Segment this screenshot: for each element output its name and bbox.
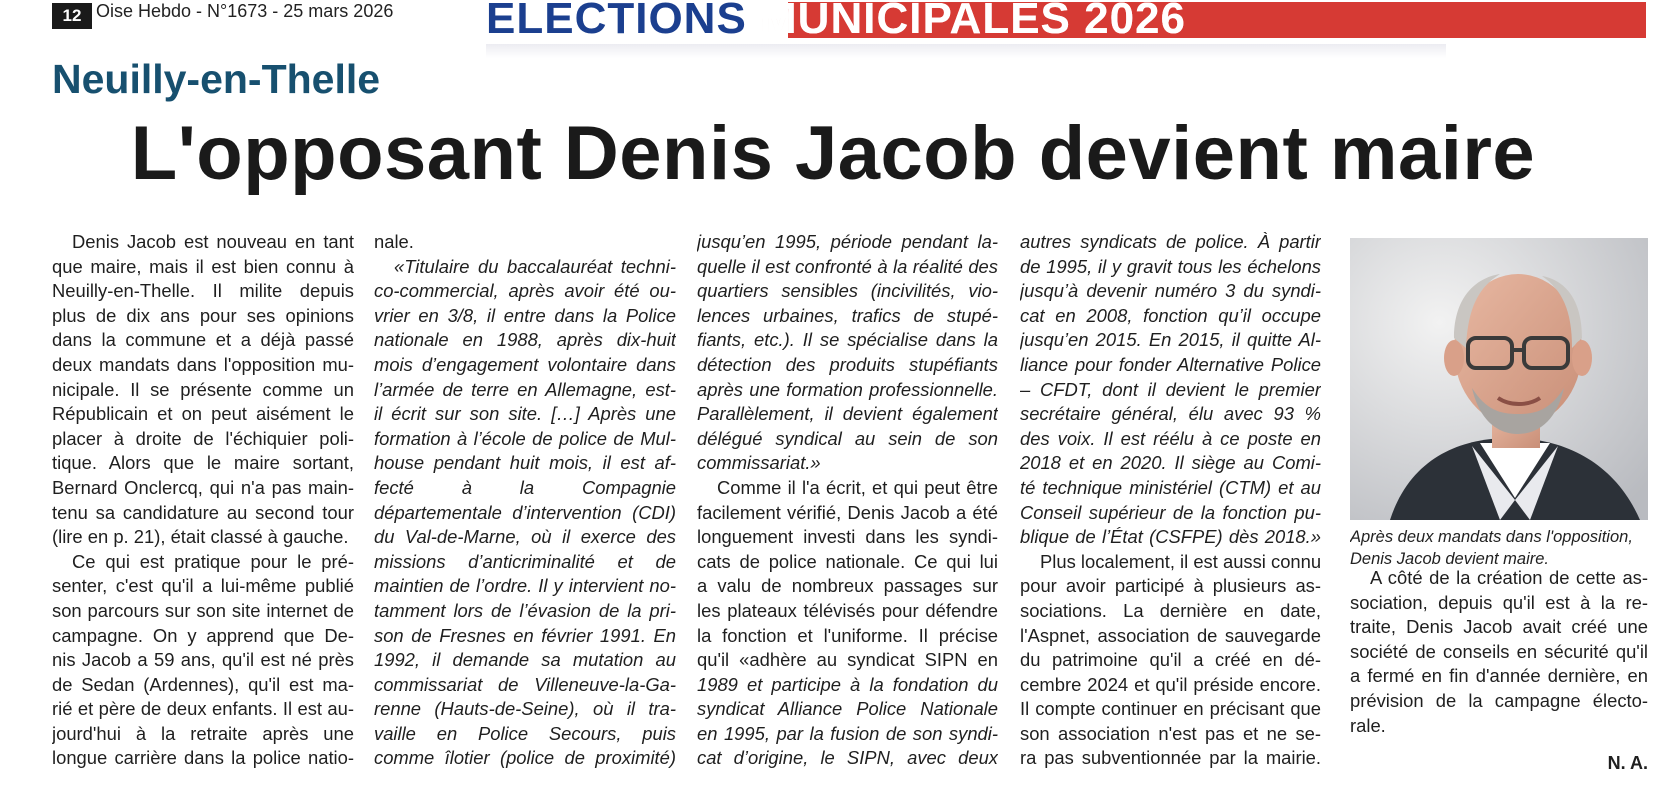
text-line: secrétaire général, élu avec 93 %	[1020, 403, 1321, 425]
text-line: cat d’origine, le SIPN, avec deux	[697, 747, 998, 769]
portrait-photo	[1350, 238, 1648, 520]
text-line: départementale d’intervention (CDI)	[374, 501, 676, 523]
portrait-illustration	[1350, 238, 1648, 520]
text-line: co-commercial, après avoir été ou-	[374, 280, 676, 302]
issue-line: Oise Hebdo - N°1673 - 25 mars 2026	[96, 1, 394, 21]
text-line: «Titulaire du baccalauréat techni-	[394, 255, 676, 277]
caption-line: Denis Jacob devient maire.	[1350, 550, 1550, 568]
text-line: 2018 et en 2020. Il siège au Comi-	[1020, 452, 1321, 474]
text-line: quartiers sensibles (incivilités, vio-	[697, 280, 998, 302]
text-line: la fonction et l'uniforme. Il précise	[697, 624, 998, 646]
text-line: détection des produits stupéfiants	[697, 353, 998, 375]
text-line: Ce qui est pratique pour le pré-	[72, 550, 354, 572]
text-line: plus de dix ans pour ses opinions	[52, 304, 354, 326]
article-column-2	[374, 230, 676, 771]
text-line: dans la commune et a déjà passé	[52, 329, 354, 351]
text-line: l'Aspnet, association de sauvegarde	[1020, 624, 1321, 646]
text-line: jusqu’en 2015. En 2015, il quitte Al-	[1020, 329, 1321, 351]
text-line: rié et père de deux enfants. Il est au-	[52, 698, 354, 720]
text-line: vaille en Police Secours, puis	[374, 722, 676, 744]
article-headline: L'opposant Denis Jacob devient maire	[130, 111, 1536, 196]
text-line: mois d’engagement volontaire dans	[374, 353, 676, 375]
text-line: Plus localement, il est aussi connu	[1040, 550, 1321, 572]
text-line: nationale en 1988, après dix-huit	[374, 329, 676, 351]
elections-banner	[486, 0, 1646, 62]
text-line: société de conseils en sécurité qu'il	[1350, 640, 1648, 662]
caption-line: Après deux mandats dans l'opposition,	[1350, 528, 1633, 546]
text-line: 1992, il demande sa mutation au	[374, 649, 676, 671]
text-line: qu'il «adhère au syndicat SIPN en	[697, 649, 998, 671]
text-line: longuement investi dans les syndi-	[697, 526, 998, 548]
text-line: missions d’anticriminalité et de	[374, 550, 676, 572]
text-line: des voix. Il est réélu à ce poste en	[1020, 427, 1321, 449]
text-line: les plateaux télévisés pour défendre	[697, 599, 998, 621]
text-line: renne (Hauts-de-Seine), où il tra-	[374, 698, 676, 720]
text-line: commissariat.»	[697, 452, 821, 474]
text-line: Il compte continuer en précisant que	[1020, 698, 1321, 720]
article-column-5	[1350, 566, 1648, 738]
text-line: lences urbaines, trafics de stupé-	[697, 304, 998, 326]
text-line: du patrimoine qu'il a créé en dé-	[1020, 649, 1321, 671]
text-line: sociation, depuis qu'il est à la re-	[1350, 591, 1648, 613]
text-line: té technique ministériel (CTM) et au	[1020, 476, 1321, 498]
text-line: tenu sa candidature au second tour	[52, 501, 354, 523]
banner-word-elections: ELECTIONS	[486, 0, 747, 43]
text-line: nale.	[374, 231, 414, 252]
text-line: cembre 2024 et qu'il préside encore.	[1020, 673, 1321, 695]
text-line: Républicain et on peut aisément le	[52, 403, 354, 425]
text-line: placer à droite de l'échiquier poli-	[52, 427, 354, 449]
text-line: formation à l’école de police de Mul-	[374, 427, 676, 449]
photo-caption	[1350, 526, 1633, 570]
text-line: pour avoir participé à plusieurs as-	[1020, 575, 1321, 597]
banner-title	[486, 0, 1186, 44]
banner-word-municipales: MUNICIPALES 2026	[760, 0, 1186, 43]
text-line: campagne. On y apprend que De-	[52, 624, 354, 646]
text-line: facilement vérifié, Denis Jacob a été	[697, 501, 998, 523]
text-line: de Sedan (Ardennes), qu'il est ma-	[52, 673, 354, 695]
text-line: Bernard Onclercq, qui n'a pas main-	[52, 476, 354, 498]
text-line: son association n'est pas et ne se-	[1020, 722, 1321, 744]
text-line: – CFDT, dont il devient le premier	[1020, 378, 1321, 400]
text-line: longue carrière dans la police natio-	[52, 747, 354, 769]
text-line: jusqu’en 1995, période pendant la-	[697, 231, 998, 252]
text-line: l’armée de terre en Allemagne, est-	[374, 378, 676, 400]
text-line: tamment lors de l’évasion de la pri-	[374, 599, 676, 621]
article-column-4	[1020, 230, 1321, 771]
author-signature: N. A.	[1607, 753, 1648, 773]
banner-reflection	[486, 44, 1446, 58]
text-line: prévision de la campagne électo-	[1350, 689, 1648, 711]
text-line: il écrit sur son site. […] Après une	[374, 403, 676, 425]
text-line: quelle il est confronté à la réalité des	[697, 255, 998, 277]
text-line: jourd'hui à la retraite après une	[52, 722, 354, 744]
text-line: nicipale. Il se présente comme un	[52, 378, 354, 400]
text-line: fecté à la Compagnie	[374, 476, 676, 498]
text-line: comme îlotier (police de proximité)	[374, 747, 676, 769]
text-line: a fermé en fin d'année dernière, en	[1350, 665, 1648, 687]
text-line: liance pour fonder Alternative Police	[1020, 353, 1321, 375]
text-line: Conseil supérieur de la fonction pu-	[1020, 501, 1321, 523]
text-line: a valu de nombreux passages sur	[697, 575, 998, 597]
text-line: blique de l’État (CSFPE) dès 2018.»	[1020, 526, 1321, 548]
text-line: Comme il l'a écrit, et qui peut être	[717, 476, 998, 498]
text-line: tique. Alors que le maire sortant,	[52, 452, 354, 474]
text-line: house pendant huit mois, il est af-	[374, 452, 676, 474]
text-line: rale.	[1350, 714, 1386, 736]
page-number: 12	[52, 3, 92, 29]
text-line: en 1995, par la fusion de son syndi-	[697, 722, 998, 744]
text-line: du Val-de-Marne, où il exerce des	[374, 526, 676, 548]
text-line: deux mandats dans l'opposition mu-	[52, 353, 354, 375]
text-line: (lire en p. 21), était classé à gauche.	[52, 526, 349, 548]
text-line: Neuilly-en-Thelle. Il milite depuis	[52, 280, 354, 302]
text-line: senter, c'est qu'il a lui-même publié	[52, 575, 354, 597]
text-line: 1989 et participe à la fondation du	[697, 673, 998, 695]
text-line: que maire, mais il est bien connu à	[52, 255, 354, 277]
article-kicker: Neuilly-en-Thelle	[52, 56, 381, 102]
text-line: nis Jacob a 59 ans, qu'il est né près	[52, 649, 354, 671]
text-line: syndicat Alliance Police Nationale	[697, 698, 998, 720]
text-line: sociations. La dernière en date,	[1020, 599, 1321, 621]
text-line: A côté de la création de cette as-	[1370, 567, 1648, 588]
text-line: Parallèlement, il devient également	[697, 403, 998, 425]
text-line: maintien de l’ordre. Il y intervient no-	[374, 575, 676, 597]
text-line: traite, Denis Jacob avait créé une	[1350, 616, 1648, 638]
text-line: cat en 2008, fonction qu’il occupe	[1020, 304, 1321, 326]
text-line: après une formation professionnelle.	[697, 378, 998, 400]
text-line: jusqu’à devenir numéro 3 du syndi-	[1020, 280, 1321, 302]
text-line: délégué syndical au sein de son	[697, 427, 998, 449]
text-line: son de Fresnes en février 1991. En	[374, 624, 676, 646]
text-line: cats de police nationale. Ce qui lui	[697, 550, 998, 572]
text-line: son parcours sur son site internet de	[52, 599, 354, 621]
article-column-1	[52, 230, 354, 771]
text-line: ra pas subventionnée par la mairie.	[1020, 747, 1321, 769]
article-column-3	[697, 230, 998, 771]
text-line: vrier en 3/8, il entre dans la Police	[374, 304, 676, 326]
text-line: Denis Jacob est nouveau en tant	[72, 231, 354, 252]
text-line: commissariat de Villeneuve-la-Ga-	[374, 673, 676, 695]
text-line: autres syndicats de police. À partir	[1020, 231, 1321, 252]
text-line: de 1995, il y gravit tous les échelons	[1020, 255, 1321, 277]
text-line: fiants, etc.). Il se spécialise dans la	[697, 329, 998, 351]
